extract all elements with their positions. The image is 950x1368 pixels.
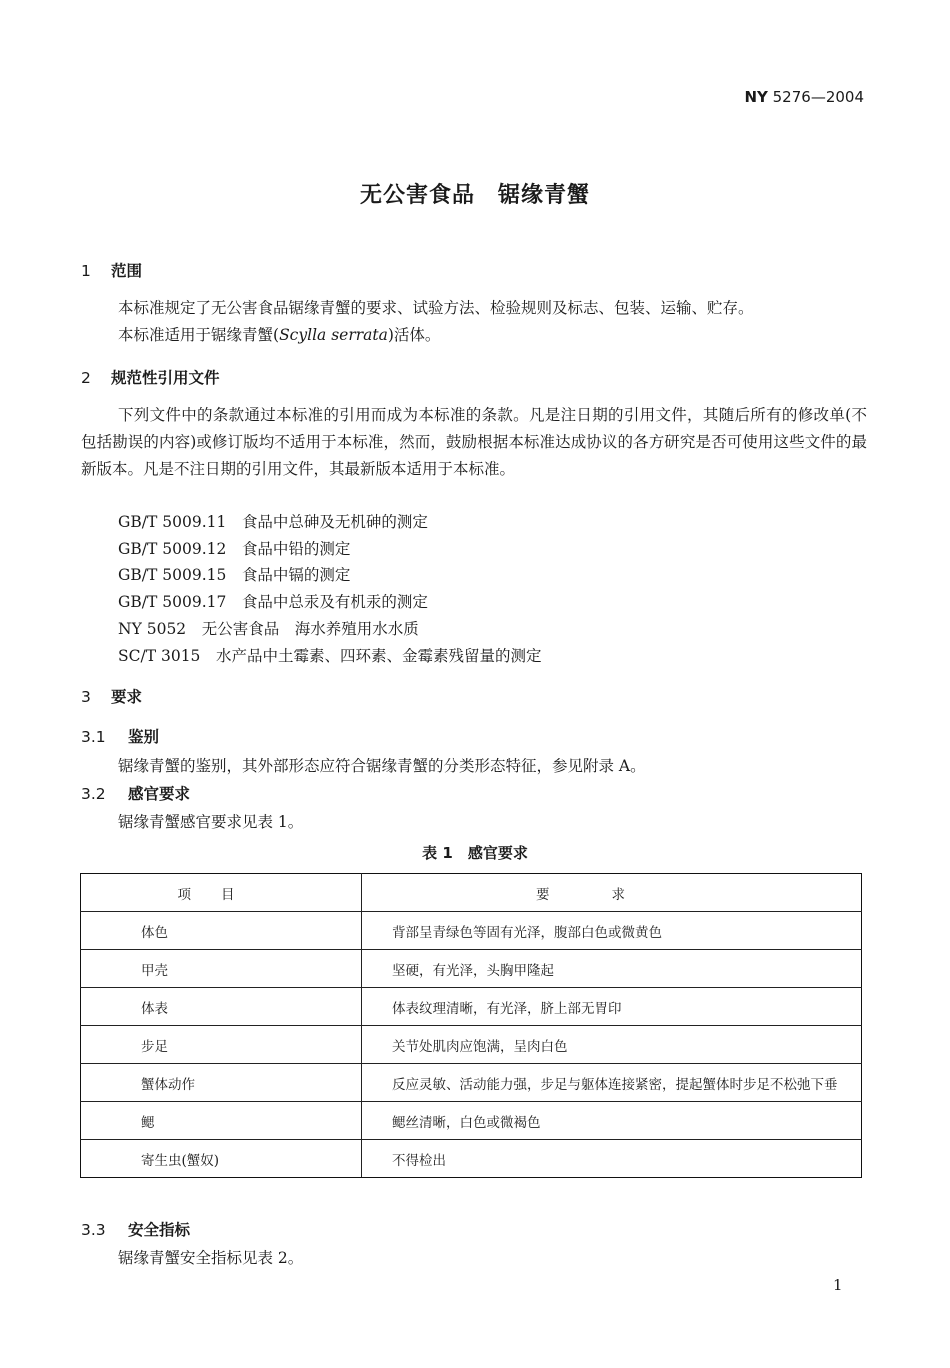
subsection-title: 感官要求 [128, 785, 191, 803]
reference-item [118, 510, 428, 532]
reference-title: 无公害食品 海水养殖用水水质 [201, 620, 419, 638]
table-row [81, 912, 862, 950]
subsection-number: 3.1 [81, 728, 106, 746]
scope-text-after: )活体。 [387, 326, 441, 344]
reference-title: 食品中铅的测定 [241, 540, 351, 558]
table-row [81, 1102, 862, 1140]
reference-code: NY 5052 [118, 620, 187, 638]
table-row [81, 1026, 862, 1064]
section-1-heading [81, 259, 142, 281]
subsection-3-3-heading [81, 1218, 190, 1240]
subsection-title: 安全指标 [128, 1221, 191, 1239]
item-cell: 鳃 [81, 1102, 362, 1140]
table-1-caption: 表 1 感官要求 [422, 844, 528, 862]
column-header-requirement: 要求 [362, 874, 862, 912]
item-cell: 甲壳 [81, 950, 362, 988]
section-title: 范围 [111, 262, 143, 280]
item-cell: 体色 [81, 912, 362, 950]
requirement-cell: 鳃丝清晰，白色或微褐色 [362, 1102, 862, 1140]
reference-code: GB/T 5009.15 [118, 566, 227, 584]
item-cell: 蟹体动作 [81, 1064, 362, 1102]
table-row [81, 988, 862, 1026]
reference-title: 食品中镉的测定 [241, 566, 351, 584]
document-title: 无公害食品 锯缘青蟹 [359, 183, 590, 208]
sensory-requirements-table [80, 873, 862, 1178]
requirement-cell: 背部呈青绿色等固有光泽，腹部白色或微黄色 [362, 912, 862, 950]
scope-paragraph-1: 本标准规定了无公害食品锯缘青蟹的要求、试验方法、检验规则及标志、包装、运输、贮存。 [118, 299, 754, 317]
standard-number [744, 88, 864, 106]
column-header-item: 项目 [81, 874, 362, 912]
scope-paragraph-2 [118, 323, 440, 345]
sensory-requirement-paragraph: 锯缘青蟹感官要求见表 1。 [118, 813, 304, 831]
page-number: 1 [833, 1276, 843, 1294]
subsection-number: 3.3 [81, 1221, 106, 1239]
table-row [81, 1064, 862, 1102]
table-row [81, 950, 862, 988]
reference-code: GB/T 5009.12 [118, 540, 227, 558]
identification-paragraph: 锯缘青蟹的鉴别，其外部形态应符合锯缘青蟹的分类形态特征，参见附录 A。 [118, 757, 646, 775]
safety-indicator-paragraph: 锯缘青蟹安全指标见表 2。 [118, 1249, 304, 1267]
reference-code: SC/T 3015 [118, 647, 201, 665]
subsection-title: 鉴别 [128, 728, 160, 746]
reference-code: GB/T 5009.11 [118, 513, 227, 531]
requirement-cell: 不得检出 [362, 1140, 862, 1178]
reference-code: GB/T 5009.17 [118, 593, 227, 611]
subsection-3-2-heading [81, 782, 190, 804]
section-number: 2 [81, 369, 91, 387]
section-number: 3 [81, 688, 91, 706]
section-2-heading [81, 366, 220, 388]
reference-item [118, 537, 350, 559]
requirement-cell: 坚硬，有光泽，头胸甲隆起 [362, 950, 862, 988]
standard-code: 5276—2004 [772, 88, 864, 106]
reference-item [118, 590, 428, 612]
scope-text-before: 本标准适用于锯缘青蟹( [118, 326, 280, 344]
requirement-cell: 关节处肌肉应饱满，呈肉白色 [362, 1026, 862, 1064]
reference-item [118, 563, 350, 585]
reference-title: 食品中总砷及无机砷的测定 [241, 513, 428, 531]
item-cell: 体表 [81, 988, 362, 1026]
item-cell: 步足 [81, 1026, 362, 1064]
reference-item [118, 617, 419, 639]
normative-references-paragraph: 下列文件中的条款通过本标准的引用而成为本标准的条款。凡是注日期的引用文件，其随后所有的修改单(不包括勘误的内容)或修订版均不适用于本标准，然而，鼓励根据本标准达成协议的各方研究是否可使用这些文件的最新版本。凡是不注日期的引用文件，其最新版本适用于本标准。 [81, 406, 867, 478]
requirement-cell: 体表纹理清晰，有光泽，脐上部无胃印 [362, 988, 862, 1026]
subsection-3-1-heading [81, 725, 159, 747]
reference-title: 食品中总汞及有机汞的测定 [241, 593, 428, 611]
requirement-cell: 反应灵敏、活动能力强，步足与躯体连接紧密，提起蟹体时步足不松弛下垂 [362, 1064, 862, 1102]
section-title: 要求 [111, 688, 143, 706]
standard-prefix: NY [744, 88, 768, 106]
subsection-number: 3.2 [81, 785, 106, 803]
reference-item [118, 644, 541, 666]
section-number: 1 [81, 262, 91, 280]
section-title: 规范性引用文件 [111, 369, 220, 387]
table-row [81, 1140, 862, 1178]
table-header-row [81, 874, 862, 912]
reference-title: 水产品中土霉素、四环素、金霉素残留量的测定 [215, 647, 542, 665]
section-3-heading [81, 685, 142, 707]
item-cell: 寄生虫(蟹奴) [81, 1140, 362, 1178]
species-latin-name: Scylla serrata [279, 326, 388, 344]
